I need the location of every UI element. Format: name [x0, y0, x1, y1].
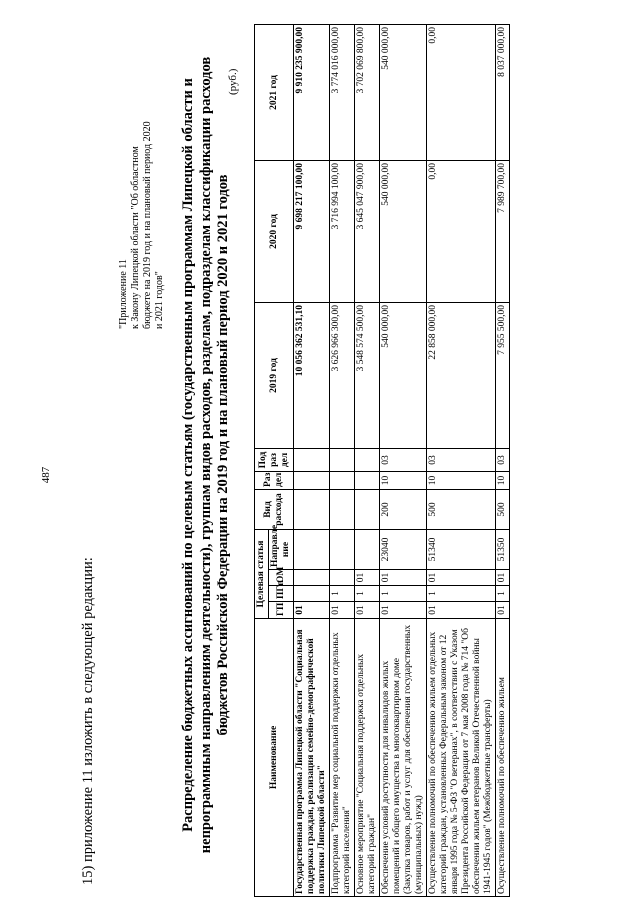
cell-2021: 3 774 016 000,00	[330, 24, 355, 160]
cell-podrazdel	[355, 448, 380, 471]
cell-gp: 01	[355, 602, 380, 619]
table-row	[294, 24, 330, 896]
cell-2019: 22 858 000,00	[427, 302, 496, 448]
cell-2020: 9 698 217 100,00	[294, 160, 330, 302]
appendix-note-line: "Приложение 11	[118, 259, 129, 329]
cell-2021: 9 910 235 900,00	[294, 24, 330, 160]
budget-table	[254, 24, 510, 897]
cell-vid	[355, 489, 380, 529]
cell-2020: 3 645 047 900,00	[355, 160, 380, 302]
header-direction: Направле ние	[269, 529, 294, 569]
cell-razdel	[355, 471, 380, 489]
appendix-note-line: бюджете на 2019 год и на плановый период 2020	[142, 121, 153, 329]
cell-2020: 540 000,00	[380, 160, 427, 302]
cell-podrazdel: 03	[380, 448, 427, 471]
cell-2020: 0,00	[427, 160, 496, 302]
header-vid: Вид расхода	[255, 489, 294, 529]
cell-pgp: 1	[355, 586, 380, 602]
header-gp: ГП	[269, 602, 294, 619]
cell-2019: 7 955 500,00	[496, 302, 510, 448]
cell-2021: 8 037 000,00	[496, 24, 510, 160]
document-title: Распределение бюджетных ассигнований по целевым статьям (государственным программам Липецкой области и непрограммным направлениям деятельности), группам видов расходов, разделам, подразделам классификации расходов бюджетов Российской Федерации на 2019 год и на плановый период 2020 и 2021 годов	[180, 56, 231, 854]
header-2019: 2019 год	[255, 302, 294, 448]
cell-direction: 23040	[380, 529, 427, 569]
cell-2021: 540 000,00	[380, 24, 427, 160]
cell-vid	[330, 489, 355, 529]
cell-direction: 51340	[427, 529, 496, 569]
cell-gp: 01	[330, 602, 355, 619]
header-2021: 2021 год	[255, 24, 294, 160]
header-podrazdel: Под раз дел	[255, 448, 294, 471]
cell-podrazdel: 03	[427, 448, 496, 471]
cell-2019: 3 626 966 300,00	[330, 302, 355, 448]
cell-name: Государственная программа Липецкой области "Социальная поддержка граждан, реализация семейно-демографической политики Липецкой области"	[294, 619, 330, 897]
appendix-note	[118, 9, 166, 329]
cell-2021: 3 702 069 800,00	[355, 24, 380, 160]
cell-vid: 500	[496, 489, 510, 529]
cell-gp: 01	[380, 602, 427, 619]
table-row	[427, 24, 496, 896]
cell-om: 01	[380, 570, 427, 586]
table-row	[496, 24, 510, 896]
appendix-note-line: и 2021 годов"	[154, 271, 165, 329]
cell-vid: 500	[427, 489, 496, 529]
cell-2019: 10 056 362 531,10	[294, 302, 330, 448]
cell-pgp: 1	[380, 586, 427, 602]
cell-gp: 01	[496, 602, 510, 619]
cell-2021: 0,00	[427, 24, 496, 160]
cell-om: 01	[496, 570, 510, 586]
table-row	[380, 24, 427, 896]
cell-om	[294, 570, 330, 586]
appendix-note-line: к Закону Липецкой области "Об областном	[130, 146, 141, 329]
cell-podrazdel	[330, 448, 355, 471]
cell-razdel: 10	[380, 471, 427, 489]
cell-direction	[294, 529, 330, 569]
header-name: Наименование	[255, 619, 294, 897]
intro-text: 15) приложение 11 изложить в следующей редакции:	[80, 557, 96, 885]
cell-om	[330, 570, 355, 586]
cell-name: Подпрограмма "Развитие мер социальной поддержки отдельных категорий населения"	[330, 619, 355, 897]
cell-name: Осуществление полномочий по обеспечению жильем	[496, 619, 510, 897]
currency-note: (руб.)	[227, 68, 239, 95]
cell-name: Основное мероприятие "Социальная поддержка отдельных категорий граждан"	[355, 619, 380, 897]
cell-om: 01	[355, 570, 380, 586]
cell-2020: 7 989 700,00	[496, 160, 510, 302]
cell-razdel	[294, 471, 330, 489]
table-row	[330, 24, 355, 896]
cell-2020: 3 716 994 100,00	[330, 160, 355, 302]
table-body	[294, 24, 510, 896]
header-pgp: ПГп	[269, 586, 294, 602]
cell-razdel: 10	[496, 471, 510, 489]
table-row	[355, 24, 380, 896]
cell-pgp: 1	[427, 586, 496, 602]
cell-direction	[330, 529, 355, 569]
cell-direction: 51350	[496, 529, 510, 569]
header-om: ОМ	[269, 570, 294, 586]
page-number: 487	[40, 466, 52, 484]
cell-gp: 01	[294, 602, 330, 619]
table-header-row	[255, 24, 269, 896]
cell-direction	[355, 529, 380, 569]
cell-name: Осуществление полномочий по обеспечению жильем отдельных категорий граждан, установленных Федеральным законом от 12 января 1995 года № 5-ФЗ "О ветеранах", в соответствии с Указом Президента Российской Федерации от 7 мая 2008 года № 714 "Об обеспечении жильем ветеранов Великой Отечественной войны 1941-1945 годов" (Межбюджетные трансферты)	[427, 619, 496, 897]
cell-vid	[294, 489, 330, 529]
cell-pgp: 1	[496, 586, 510, 602]
cell-vid: 200	[380, 489, 427, 529]
header-2020: 2020 год	[255, 160, 294, 302]
header-target-article: Целевая статья	[255, 529, 269, 618]
cell-om: 01	[427, 570, 496, 586]
cell-podrazdel: 03	[496, 448, 510, 471]
cell-2019: 540 000,00	[380, 302, 427, 448]
cell-pgp	[294, 586, 330, 602]
cell-razdel	[330, 471, 355, 489]
header-razdel: Раз дел	[255, 471, 294, 489]
cell-pgp: 1	[330, 586, 355, 602]
cell-2019: 3 548 574 500,00	[355, 302, 380, 448]
cell-gp: 01	[427, 602, 496, 619]
cell-podrazdel	[294, 448, 330, 471]
cell-name: Обеспечение условий доступности для инвалидов жилых помещений и общего имущества в многоквартирном доме (Закупка товаров, работ и услуг для обеспечения государственных (муниципальных) нужд)	[380, 619, 427, 897]
cell-razdel: 10	[427, 471, 496, 489]
